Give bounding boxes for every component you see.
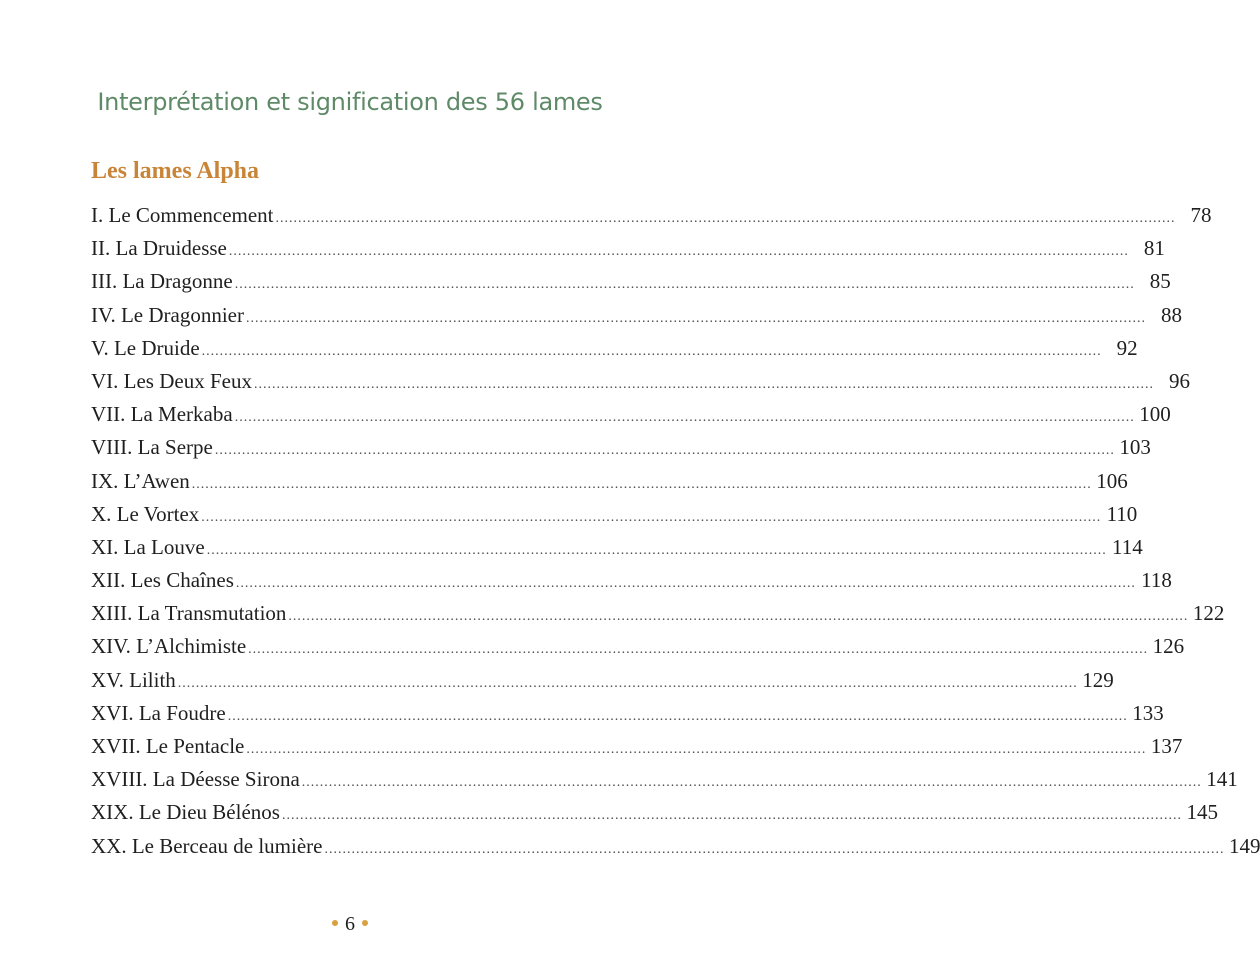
toc-entry-title: V. Le Druide [91,335,200,360]
dot-leader: ........................................................................................................................................................................................................ [253,376,1154,392]
toc-entry-title: XI. La Louve [91,534,205,559]
dot-leader: ........................................................................................................................................................................................................ [201,509,1102,525]
toc-entry-page: 114 [1111,534,1143,559]
dot-leader: ........................................................................................................................................................................................................ [275,211,1176,226]
toc-entry[interactable] [91,232,1165,265]
table-of-contents [91,199,1260,863]
section-title: Les lames Alpha [91,158,260,184]
toc-entry[interactable] [91,531,1143,564]
toc-entry-title: IX. L’Awen [91,468,190,493]
page-heading: Interprétation et signification des 56 lames [97,88,603,116]
toc-entry[interactable] [91,431,1151,464]
dot-leader: ........................................................................................................................................................................................................ [201,343,1102,359]
toc-entry[interactable] [91,597,1225,630]
toc-entry[interactable] [91,199,1212,232]
toc-entry-title: XVIII. La Déesse Sirona [91,767,300,792]
dot-leader: ........................................................................................................................................................................................................ [235,576,1136,592]
toc-entry-title: XVII. Le Pentacle [91,734,245,758]
toc-entry[interactable] [91,332,1138,365]
toc-entry-title: VI. Les Deux Feux [91,368,252,393]
ornament-dot-right-icon [362,920,368,926]
toc-entry-page: 133 [1132,700,1164,725]
toc-entry-title: III. La Dragonne [91,269,233,294]
toc-entry-page: 100 [1139,402,1171,427]
toc-entry-title: XII. Les Chaînes [91,568,234,593]
toc-entry-page: 78 [1190,203,1212,227]
toc-entry-page: 137 [1150,734,1183,758]
toc-entry-title: XV. Lilith [91,667,176,692]
dot-leader: ........................................................................................................................................................................................................ [206,542,1107,558]
toc-entry[interactable] [91,730,1183,763]
toc-entry-page: 96 [1168,368,1190,393]
dot-leader: ........................................................................................................................................................................................................ [301,775,1202,791]
toc-entry-title: X. Le Vortex [91,501,200,526]
dot-leader: ........................................................................................................................................................................................................ [177,675,1078,691]
toc-entry-page: 149 [1228,833,1260,858]
toc-entry-page: 110 [1106,501,1138,526]
toc-entry-page: 85 [1149,269,1171,294]
toc-entry-page: 118 [1141,568,1172,593]
toc-entry-title: XIII. La Transmutation [91,601,287,626]
toc-entry-page: 122 [1192,601,1225,626]
toc-entry[interactable] [91,630,1185,663]
toc-entry[interactable] [91,564,1172,597]
dot-leader: ........................................................................................................................................................................................................ [281,808,1182,824]
dot-leader: ........................................................................................................................................................................................................ [227,708,1128,724]
dot-leader: ........................................................................................................................................................................................................ [191,476,1092,492]
page-footer [0,913,700,936]
dot-leader: ........................................................................................................................................................................................................ [228,244,1129,260]
toc-entry-page: 106 [1096,468,1128,493]
toc-entry[interactable] [91,830,1260,863]
toc-entry-page: 126 [1152,634,1185,659]
toc-entry[interactable] [91,664,1114,697]
dot-leader: ........................................................................................................................................................................................................ [246,742,1147,757]
toc-entry[interactable] [91,299,1182,332]
toc-entry-title: I. Le Commencement [91,203,274,227]
dot-leader: ........................................................................................................................................................................................................ [214,443,1115,459]
toc-entry-page: 145 [1186,800,1218,825]
toc-entry[interactable] [91,265,1171,298]
toc-entry-title: VII. La Merkaba [91,402,233,427]
toc-entry-title: XX. Le Berceau de lumière [91,833,323,858]
dot-leader: ........................................................................................................................................................................................................ [248,642,1149,658]
toc-entry-title: II. La Druidesse [91,236,227,261]
toc-entry[interactable] [91,398,1171,431]
dot-leader: ........................................................................................................................................................................................................ [288,609,1189,625]
toc-entry[interactable] [91,697,1164,730]
toc-entry[interactable] [91,498,1138,531]
toc-entry-title: XIV. L’Alchimiste [91,634,247,659]
dot-leader: ........................................................................................................................................................................................................ [234,410,1135,426]
toc-entry[interactable] [91,763,1238,796]
toc-entry-page: 92 [1116,335,1138,360]
ornament-dot-left-icon [332,920,338,926]
toc-entry-title: XIX. Le Dieu Bélénos [91,800,280,825]
dot-leader: ........................................................................................................................................................................................................ [234,277,1135,293]
toc-entry-page: 129 [1082,667,1114,692]
toc-entry-title: IV. Le Dragonnier [91,302,244,327]
toc-entry-page: 103 [1119,435,1151,460]
toc-entry-page: 81 [1143,236,1165,261]
toc-entry[interactable] [91,796,1218,829]
toc-entry[interactable] [91,465,1128,498]
toc-entry-title: XVI. La Foudre [91,700,226,725]
dot-leader: ........................................................................................................................................................................................................ [245,310,1146,326]
toc-entry-page: 88 [1160,302,1182,327]
toc-entry[interactable] [91,365,1190,398]
page-number: 6 [345,913,355,935]
dot-leader: ........................................................................................................................................................................................................ [324,841,1225,857]
toc-entry-page: 141 [1206,767,1238,792]
toc-entry-title: VIII. La Serpe [91,435,213,460]
